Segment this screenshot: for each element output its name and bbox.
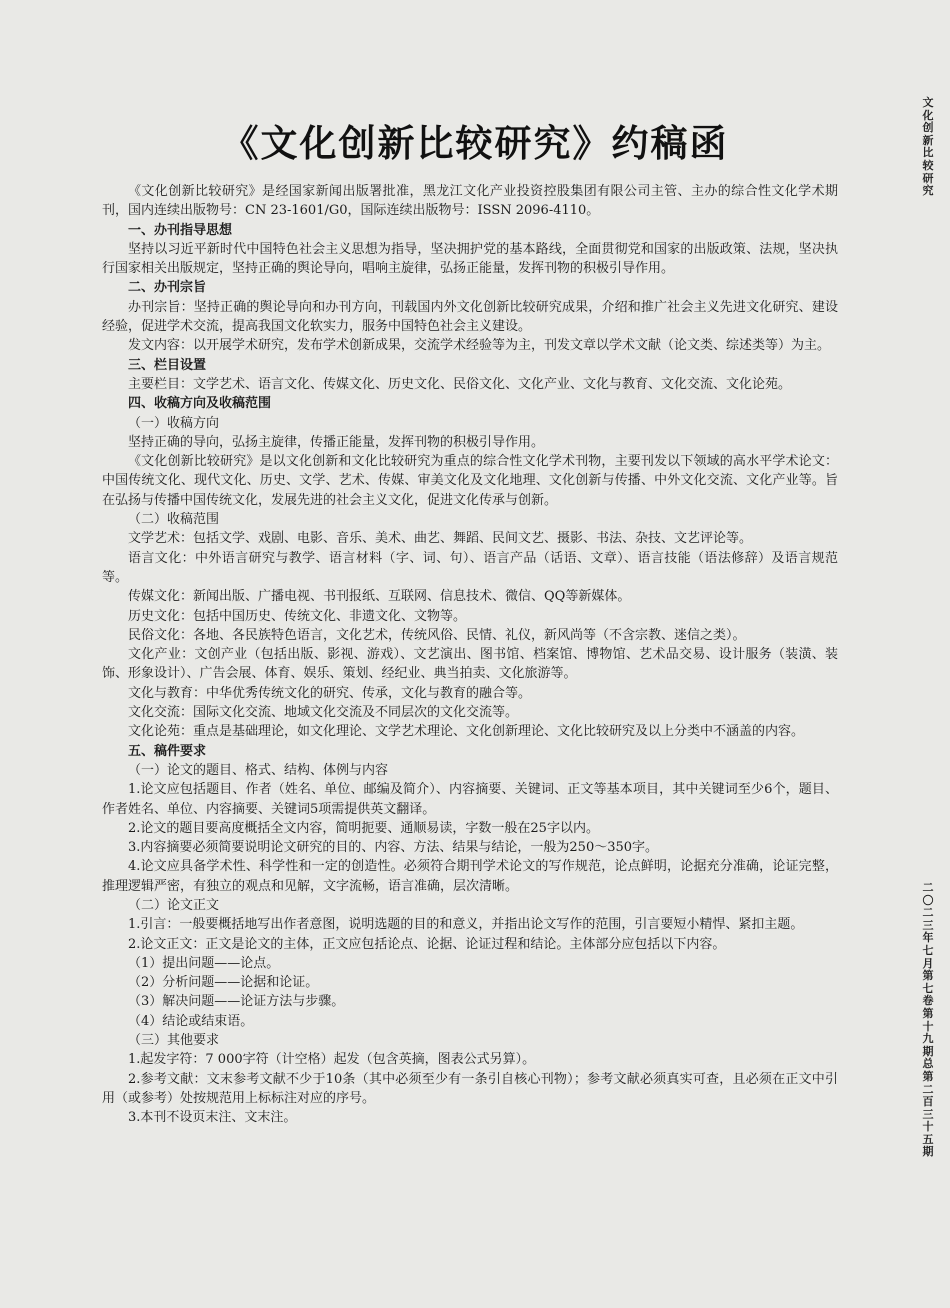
section-heading: 二、办刊宗旨: [128, 280, 207, 296]
paragraph: 坚持正确的导向，弘扬主旋律，传播正能量，发挥刊物的积极引导作用。: [128, 434, 545, 450]
page-title: 《文化创新比较研究》约稿函: [221, 122, 729, 165]
requirement-item: 3.内容摘要必须简要说明论文研究的目的、内容、方法、结果与结论，一般为250～350字。: [128, 840, 659, 856]
paragraph: 发文内容：以开展学术研究，发布学术创新成果，交流学术经验等为主，刊发文章以学术文献（论文类、综述类等）为主。: [128, 338, 831, 354]
subsection-heading: （二）论文正文: [128, 897, 220, 913]
list-item: （2）分析问题——论据和论证。: [128, 975, 319, 991]
requirement-item: 4.论文应具备学术性、科学性和一定的创造性。必须符合期刊学术论文的写作规范，论点鲜明，论据充分准确，论证完整，推理逻辑严密，有独立的观点和见解，文字流畅，语言准确，层次清晰。: [102, 859, 838, 894]
scope-item: 文学艺术：包括文学、戏剧、电影、音乐、美术、曲艺、舞蹈、民间文艺、摄影、书法、杂技、文艺评论等。: [128, 531, 753, 547]
paragraph: 《文化创新比较研究》是以文化创新和文化比较研究为重点的综合性文化学术刊物，主要刊发以下领域的高水平学术论文：中国传统文化、现代文化、历史、文学、艺术、传媒、审美文化及文化地理、文化创新与传播、中外文化交流、文化产业等。旨在弘扬与传播中国传统文化，发展先进的社会主义文化，促进文化传承与创新。: [102, 454, 838, 508]
requirement-item: 2.论文正文：正文是论文的主体，正文应包括论点、论据、论证过程和结论。主体部分应包括以下内容。: [128, 936, 726, 952]
section-heading: 四、收稿方向及收稿范围: [128, 396, 272, 412]
article-body: [102, 182, 838, 1128]
scope-item: 文化交流：国际文化交流、地域文化交流及不同层次的文化交流等。: [128, 705, 519, 721]
paragraph: 主要栏目：文学艺术、语言文化、传媒文化、历史文化、民俗文化、文化产业、文化与教育、文化交流、文化论苑。: [128, 376, 792, 392]
journal-name-vertical: 文化创新比较研究: [922, 96, 934, 198]
subsection-heading: （一）论文的题目、格式、结构、体例与内容: [128, 762, 389, 778]
scope-item: 文化产业：文创产业（包括出版、影视、游戏）、文艺演出、图书馆、档案馆、博物馆、艺术品交易、设计服务（装潢、装饰、形象设计）、广告会展、体育、娱乐、策划、经纪业、典当拍卖、文化旅游等。: [102, 647, 838, 682]
requirement-item: 3.本刊不设页末注、文末注。: [128, 1110, 297, 1126]
subsection-heading: （二）收稿范围: [128, 512, 220, 528]
subsection-heading: （三）其他要求: [128, 1033, 220, 1049]
scope-item: 传媒文化：新闻出版、广播电视、书刊报纸、互联网、信息技术、微信、QQ等新媒体。: [128, 589, 631, 605]
requirement-item: 1.论文应包括题目、作者（姓名、单位、邮编及简介）、内容摘要、关键词、正文等基本项目，其中关键词至少6个，题目、作者姓名、单位、内容摘要、关键词5项需提供英文翻译。: [102, 782, 838, 817]
list-item: （3）解决问题——论证方法与步骤。: [128, 994, 345, 1010]
section-heading: 五、稿件要求: [128, 743, 207, 759]
scope-item: 语言文化：中外语言研究与教学、语言材料（字、词、句）、语言产品（话语、文章）、语言技能（语法修辞）及语言规范等。: [102, 550, 838, 585]
requirement-item: 2.参考文献：文末参考文献不少于10条（其中必须至少有一条引自核心刊物）；参考文献必须真实可查，且必须在正文中引用（或参考）处按规范用上标标注对应的序号。: [102, 1071, 838, 1106]
list-item: （4）结论或结束语。: [128, 1013, 254, 1029]
subsection-heading: （一）收稿方向: [128, 415, 220, 431]
section-heading: 三、栏目设置: [128, 357, 207, 373]
requirement-item: 1.起发字符：7 000字符（计空格）起发（包含英摘，图表公式另算）。: [128, 1052, 536, 1068]
paragraph: 坚持以习近平新时代中国特色社会主义思想为指导，坚决拥护党的基本路线，全面贯彻党和国家的出版政策、法规，坚决执行国家相关出版规定，坚持正确的舆论导向，唱响主旋律，弘扬正能量，发挥刊物的积极引导作用。: [102, 241, 838, 277]
scope-item: 文化与教育：中华优秀传统文化的研究、传承，文化与教育的融合等。: [128, 685, 532, 701]
intro-paragraph: 《文化创新比较研究》是经国家新闻出版署批准，黑龙江文化产业投资控股集团有限公司主管、主办的综合性文化学术期刊，国内连续出版物号：CN 23-1601/G0，国际连续出版物号：ISSN 2096-4110。: [102, 184, 838, 219]
requirement-item: 2.论文的题目要高度概括全文内容，简明扼要、通顺易读，字数一般在25字以内。: [128, 820, 599, 836]
paragraph: 办刊宗旨：坚持正确的舆论导向和办刊方向，刊载国内外文化创新比较研究成果，介绍和推广社会主义先进文化研究、建设经验，促进学术交流，提高我国文化软实力，服务中国特色社会主义建设。: [102, 299, 838, 335]
requirement-item: 1.引言：一般要概括地写出作者意图，说明选题的目的和意义，并指出论文写作的范围，引言要短小精悍、紧扣主题。: [128, 917, 804, 933]
issue-info-vertical: 二〇二三年七月 第七卷 第十九期 总第二百三十五期: [922, 881, 934, 1159]
scope-item: 民俗文化：各地、各民族特色语言，文化艺术，传统风俗、民情、礼仪，新风尚等（不含宗教、迷信之类）。: [128, 627, 746, 643]
scope-item: 文化论苑：重点是基础理论，如文化理论、文学艺术理论、文化创新理论、文化比较研究及以上分类中不涵盖的内容。: [128, 724, 805, 740]
list-item: （1）提出问题——论点。: [128, 955, 280, 971]
scope-item: 历史文化：包括中国历史、传统文化、非遗文化、文物等。: [128, 608, 467, 624]
section-heading: 一、办刊指导思想: [128, 222, 233, 238]
